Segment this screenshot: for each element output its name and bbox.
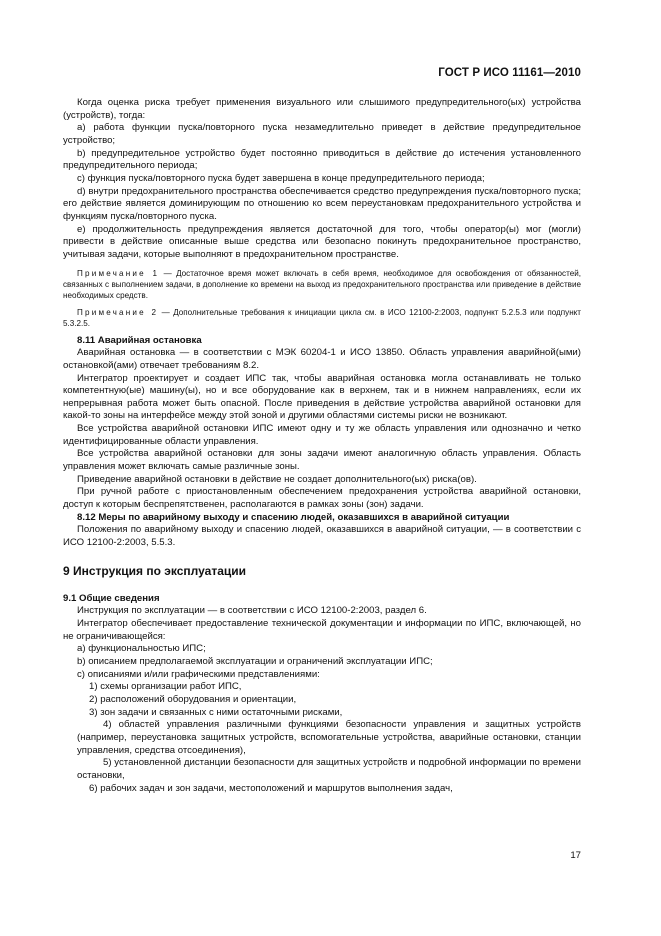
list-item-a: a) работа функции пуска/повторного пуска незамедлительно приведет в действие предупредительное устройство; [63,122,581,146]
section-9-1-subitem-1: 1) схемы организации работ ИПС, [89,681,242,693]
document-header: ГОСТ Р ИСО 11161—2010 [438,67,581,79]
section-9-1-subitem-5: 5) установленной дистанции безопасности для защитных устройств и подробной информации по времени остановки, [77,757,581,781]
section-8-12-heading: 8.12 Меры по аварийному выходу и спасению людей, оказавшихся в аварийной ситуации [77,511,510,523]
note-1-label: Примечание 1 [77,268,160,278]
section-9-1-item-b: b) описанием предполагаемой эксплуатации и ограничений эксплуатации ИПС; [77,655,433,667]
section-9-1-paragraph-2: Интегратор обеспечивает предоставление технической документации и информации по ИПС, включающей, но не ограничивающейся: [63,618,581,642]
list-item-d: d) внутри предохранительного пространства обеспечивается средство предупреждения пуска/повторного пуска; его действие является доминирующим по отношению ко всем переустановкам предохранительного устройства и функциям пуска/повторного пуска. [63,185,581,222]
list-item-b: b) предупредительное устройство будет постоянно приводиться в действие до истечения установленного предупредительного периода; [63,147,581,172]
section-9-1-subitem-2: 2) расположений оборудования и ориентации, [89,693,297,705]
list-item-e: e) продолжительность предупреждения является достаточной для того, чтобы оператор(ы) мог (могли) привести в действие описанные выше средства или безопасно покинуть предохранительное пространство, учитывая задачи, которые выполняют в предохранительном пространстве. [63,223,581,260]
section-9-1-subitem-3: 3) зон задачи и связанных с ними остаточными рисками, [89,706,343,718]
list-item-c: c) функция пуска/повторного пуска будет завершена в конце предупредительного периода; [77,172,485,184]
note-1-text: — Достаточное время может включать в себя время, необходимое для освобождения от обязанностей, связанных с выполнением задачи, в дополнение ко времени на выход из предохранительного пространства или приведение в действие необходимых средств. [63,268,581,300]
section-8-11-paragraph-6: При ручной работе с приостановленным обеспечением предохранения устройства аварийной остановки, доступ к которым беспрепятственен, располагаются в рамках зоны (зон) задачи. [63,486,581,511]
document-body [63,97,581,795]
section-9-1-subitem-6: 6) рабочих задач и зон задачи, местоположений и маршрутов выполнения задач, [89,782,453,794]
section-8-11-paragraph-5: Приведение аварийной остановки в действие не создает дополнительного(ых) риска(ов). [77,473,477,485]
section-8-11-paragraph-1: Аварийная остановка — в соответствии с МЭК 60204-1 и ИСО 13850. Область управления аварийной(ыми) остановкой(ами) отвечает требованиям 8.2. [63,347,581,371]
section-9-1-item-a: a) функциональностью ИПС; [77,643,206,655]
section-8-11-paragraph-2: Интегратор проектирует и создает ИПС так, чтобы аварийная остановка могла останавливать не только компетентную(ые) машину(ы), но и все оборудование как в верхнем, так и в нижнем направлениях, если их непрерывная работа может быть опасной. После приведения в действие устройства аварийной остановки для какой-то зоны на интерфейсе между этой зоной и другими областями системы риски не возникают. [63,372,581,422]
section-9-1-item-c: c) описаниями и/или графическими представлениями: [77,668,320,680]
section-8-11-paragraph-3: Все устройства аварийной остановки ИПС имеют одну и ту же область управления или однозначно и четко идентифицированные области управления. [63,423,581,447]
section-9-1-heading: 9.1 Общие сведения [63,592,160,604]
note-1 [63,268,581,301]
section-8-11-paragraph-4: Все устройства аварийной остановки для зоны задачи имеют аналогичную область управления. Область управления может включать самые различные зоны. [63,448,581,473]
section-8-11-heading: 8.11 Аварийная остановка [77,334,202,346]
page-number: 17 [570,850,581,861]
chapter-9-heading: 9 Инструкция по эксплуатации [63,563,247,578]
note-2-text: — Дополнительные требования к инициации цикла см. в ИСО 12100-2:2003, подпункт 5.2.5.3 или подпункт 5.3.2.5. [63,307,582,328]
section-8-12-paragraph-1: Положения по аварийному выходу и спасению людей, оказавшихся в аварийной ситуации, — в соответствии с ИСО 12100-2:2003, 5.5.3. [63,524,581,549]
section-9-1-subitem-4: 4) областей управления различными функциями безопасности управления и защитных устройств (например, переустановка защитных устройств, вспомогательные устройства, аварийные остановки, станции управления, средства отсоединения), [77,719,581,756]
note-2 [63,307,581,329]
note-2-label: Примечание 2 [77,307,159,317]
section-9-1-paragraph-1: Инструкция по эксплуатации — в соответствии с ИСО 12100-2:2003, раздел 6. [77,605,427,617]
paragraph-intro: Когда оценка риска требует применения визуального или слышимого предупредительного(ых) устройства (устройств), тогда: [63,97,581,121]
